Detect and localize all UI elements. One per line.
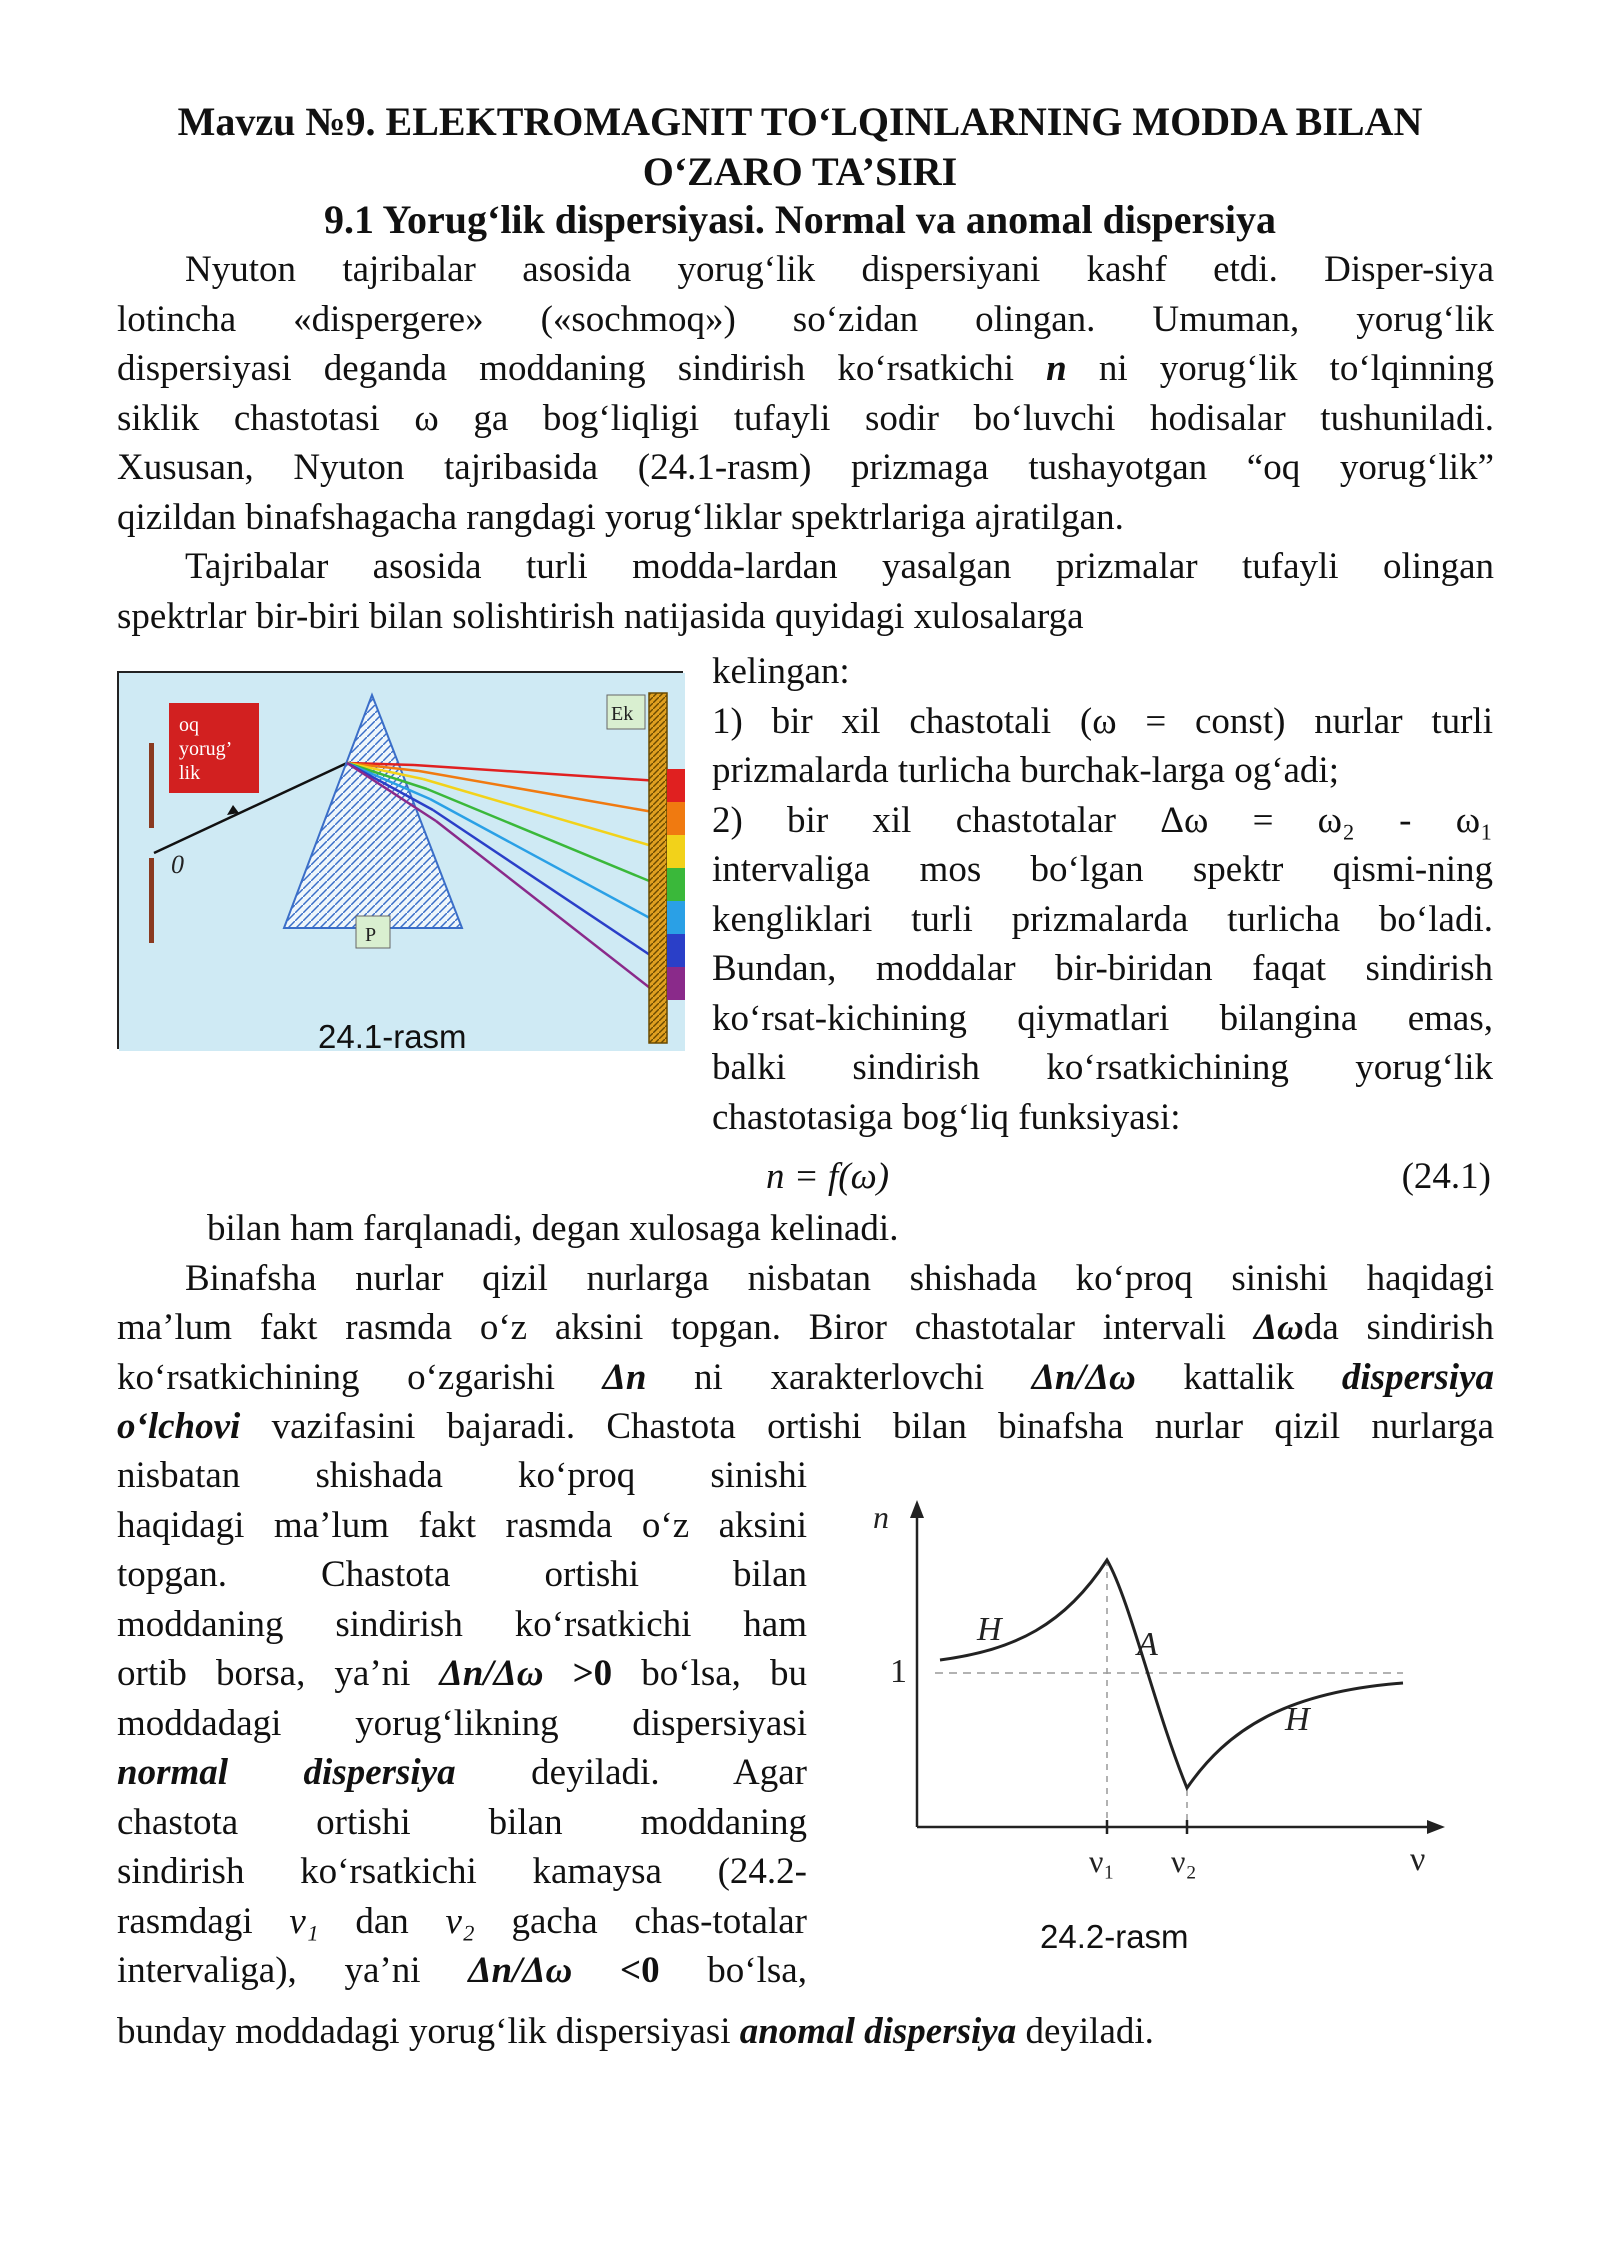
dispersion-curve [940, 1560, 1403, 1788]
lc-line7-text: deyiladi. Agar [455, 1752, 807, 1793]
lc-line10-text: rasmdagi [117, 1900, 290, 1942]
label-zero: 0 [171, 850, 184, 879]
p1-line4: siklik chastotasi ω ga bog‘liqligi tufayli sodir bo‘luvchi hodisalar tushuniladi. [117, 397, 1494, 439]
p3-line4 [117, 1402, 1494, 1452]
equation-formula: n = f(ω) [766, 1156, 890, 1197]
figure1-caption-fragment [318, 1018, 478, 1055]
x-axis-arrow [1427, 1820, 1445, 1834]
symbol-n: n [1046, 348, 1067, 389]
lc-line8: chastota ortishi bilan moddaning [117, 1801, 807, 1843]
rc-line1: kelingan: [712, 651, 850, 692]
region-anomal-label: A [1137, 1626, 1158, 1663]
rc-line9: balki sindirish ko‘rsatkichining yorug‘lik [712, 1047, 1493, 1088]
lc-line10 [117, 1897, 807, 1947]
p2-line2: spektrlar bir-biri bilan solishtirish natijasida quyidagi xulosalarga [117, 595, 1084, 637]
p1-line3-text: dispersiyasi deganda moddaning sindirish ko‘rsatkichi [117, 348, 1015, 389]
p1-line5: Xususan, Nyuton tajribasida (24.1-rasm) prizmaga tushayotgan “oq yorug‘lik” [117, 447, 1494, 488]
final-line-text2: deyiladi. [1016, 2011, 1154, 2052]
prism-label: P [365, 924, 377, 946]
final-paragraph [117, 2007, 1494, 2057]
lc-line11-text: intervaliga), ya’ni [117, 1950, 469, 1991]
rc-line6: kengliklari turli prizmalarda turlicha bo‘ladi. [712, 898, 1493, 940]
lt-zero: <0 [572, 1950, 660, 1991]
p3-line3 [117, 1353, 1494, 1403]
lc-line1: nisbatan shishada ko‘proq sinishi [117, 1455, 807, 1496]
symbol-delta-n: Δn [602, 1356, 647, 1398]
rc-line10: chastotasiga bog‘liq funksiyasi: [712, 1096, 1181, 1138]
rc-line7: Bundan, moddalar bir-biridan faqat sindirish [712, 948, 1493, 989]
slit-top [149, 743, 154, 828]
after-equation-line: bilan ham farqlanadi, degan xulosaga kelinadi. [207, 1208, 899, 1249]
p3-line2-text: ma’lum fakt rasmda o‘z aksini topgan. Biror chastotalar intervali [117, 1307, 1254, 1348]
rc-line8: ko‘rsat-kichining qiymatlari bilangina emas, [712, 997, 1493, 1039]
lc-line10-text2: dan [318, 1900, 446, 1942]
y-axis-arrow [910, 1500, 924, 1518]
lc-line5-text: ortib borsa, ya’ni [117, 1653, 440, 1694]
p3-line3-text2: ni xarakterlovchi [646, 1356, 1032, 1398]
white-light-label-1: oq [179, 714, 199, 736]
p3-line2 [117, 1303, 1494, 1353]
spectrum-yellow [667, 835, 685, 868]
spectrum-red [667, 769, 685, 802]
symbol-dn-domega-3: Δn/Δω [468, 1950, 573, 1991]
p3-line2-text2: da sindirish [1303, 1307, 1494, 1348]
paragraph-1 [117, 245, 1494, 641]
level-one-label: 1 [890, 1653, 907, 1690]
slit-bottom [149, 858, 154, 943]
spectrum-violet [667, 967, 685, 1000]
lc-line10-text3: gacha chas-totalar [474, 1900, 807, 1942]
lc-line2: haqidagi ma’lum fakt rasmda o‘z aksini [117, 1504, 807, 1546]
term-normal-dispersiya: normal dispersiya [117, 1752, 456, 1793]
axis-x-label: ν [1410, 1841, 1426, 1878]
prism-diagram [119, 673, 685, 1051]
term-anomal-dispersiya: anomal dispersiya [739, 2011, 1017, 2052]
symbol-dn-domega-2: Δn/Δω [439, 1653, 544, 1694]
lc-line11 [117, 1946, 807, 1996]
rc-line4: 2) bir xil chastotalar Δω = ω₂ - ω₁ [712, 799, 1493, 841]
tick-nu2-label: ν₂ [1171, 1843, 1197, 1879]
screen [649, 693, 667, 1043]
symbol-dn-domega: Δn/Δω [1031, 1356, 1136, 1398]
lc-line5 [117, 1649, 807, 1699]
lc-line11-text2: bo‘lsa, [659, 1950, 807, 1991]
p1-line2: lotincha «dispergere» («sochmoq») so‘zidan olingan. Umuman, yorug‘lik [117, 298, 1494, 340]
white-light-label-3: lik [179, 762, 201, 784]
figure-prism-dispersion [117, 671, 683, 1049]
lc-line6: moddadagi yorug‘likning dispersiyasi [117, 1702, 807, 1744]
spectrum-cyan [667, 901, 685, 934]
spectrum-orange [667, 802, 685, 835]
spectrum-green [667, 868, 685, 901]
p1-line6: qizildan binafshagacha rangdagi yorug‘liklar spektrlariga ajratilgan. [117, 496, 1124, 538]
symbol-delta-omega: Δω [1253, 1307, 1304, 1348]
term-dispersiya: dispersiya [1341, 1356, 1495, 1398]
rc-line3: prizmalarda turlicha burchak-larga og‘adi; [712, 750, 1339, 791]
figure2-caption: 24.2-rasm [1040, 1918, 1189, 1955]
right-column [712, 647, 1493, 1142]
lc-line5-text2: bo‘lsa, bu [612, 1653, 807, 1694]
page-title-line1: Mavzu №9. ELEKTROMAGNIT TO‘LQINLARNING MODDA BILAN [177, 99, 1423, 144]
tick-nu1-label: ν₁ [1089, 1843, 1115, 1879]
final-line-text: bunday moddadagi yorug‘lik dispersiyasi [117, 2011, 740, 2052]
p3-line1: Binafsha nurlar qizil nurlarga nisbatan shishada ko‘proq sinishi haqidagi [185, 1257, 1494, 1299]
left-column [117, 1451, 807, 1996]
term-olchovi: o‘lchovi [117, 1406, 241, 1447]
p3-line4-text: vazifasini bajaradi. Chastota ortishi bilan binafsha nurlar qizil nurlarga [240, 1406, 1494, 1447]
p1-line3-text2: ni yorug‘lik to‘lqinning [1098, 348, 1494, 389]
spectrum-blue [667, 934, 685, 967]
dispersion-graph [855, 1490, 1455, 1890]
equation-24-1 [766, 1155, 1491, 1198]
symbol-nu1: ν₁ [289, 1900, 319, 1942]
rc-line5: intervaliga mos bo‘lgan spektr qismi-ning [712, 849, 1493, 890]
p3-line3-text: ko‘rsatkichining o‘zgarishi [117, 1356, 603, 1398]
paragraph-3 [117, 1204, 1494, 1452]
equation-number: (24.1) [1401, 1156, 1491, 1197]
final-line [117, 2007, 1494, 2057]
gt-zero: >0 [543, 1653, 613, 1694]
lc-line4: moddaning sindirish ko‘rsatkichi ham [117, 1603, 807, 1645]
p1-line1: Nyuton tajribalar asosida yorug‘lik dispersiyani kashf etdi. Disper-siya [185, 249, 1494, 290]
figure1-caption-text: 24.1-rasm [318, 1018, 467, 1055]
screen-label: Ek [611, 703, 634, 725]
section-subtitle: 9.1 Yorug‘lik dispersiyasi. Normal va anomal dispersiya [324, 197, 1276, 242]
lc-line3: topgan. Chastota ortishi bilan [117, 1554, 807, 1595]
region-normal-label-1: H [977, 1611, 1002, 1648]
p2-line1: Tajribalar asosida turli modda-lardan yasalgan prizmalar tufayli olingan [185, 546, 1494, 587]
region-normal-label-2: H [1285, 1701, 1310, 1738]
lc-line7 [117, 1748, 807, 1798]
axis-y-label: n [873, 1499, 889, 1535]
p1-line3 [117, 344, 1494, 394]
rc-line2: 1) bir xil chastotali (ω = const) nurlar turli [712, 700, 1493, 742]
symbol-nu2: ν₂ [445, 1900, 475, 1942]
white-light-label-2: yorug’ [179, 738, 233, 760]
p3-line3-text3: kattalik [1135, 1356, 1342, 1398]
lc-line9: sindirish ko‘rsatkichi kamaysa (24.2- [117, 1851, 807, 1892]
figure-dispersion-curve [855, 1490, 1455, 1890]
page-title-line2: O‘ZARO TA’SIRI [642, 149, 958, 194]
